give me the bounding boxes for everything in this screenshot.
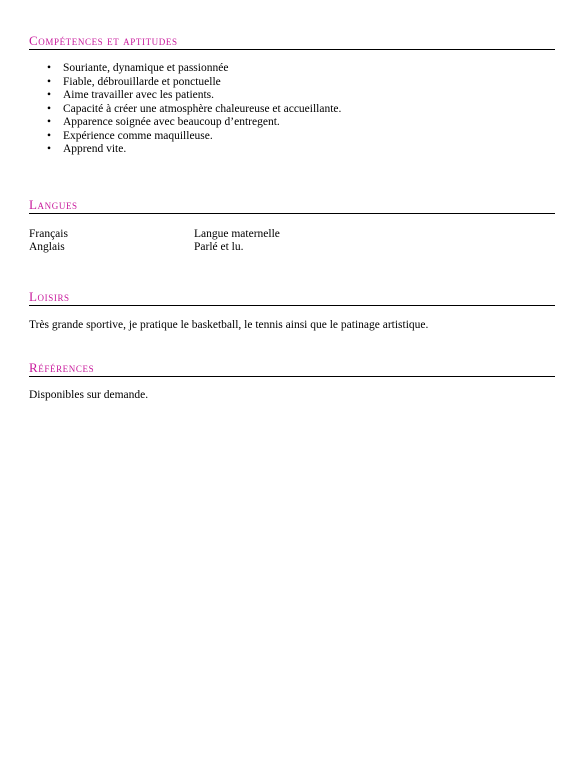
skill-item — [29, 103, 341, 117]
skill-item — [29, 76, 341, 90]
hobbies-heading: Loisirs — [29, 290, 555, 306]
skill-item — [29, 89, 341, 103]
references-text: Disponibles sur demande. — [29, 389, 149, 401]
language-level: Parlé et lu. — [194, 241, 244, 253]
skill-item — [29, 116, 341, 130]
references-heading: Références — [29, 361, 555, 377]
skill-text: Fiable, débrouillarde et ponctuelle — [63, 75, 221, 88]
skill-text: Souriante, dynamique et passionnée — [63, 62, 229, 74]
skills-heading: Compétences et aptitudes — [29, 34, 555, 50]
skill-item — [29, 143, 341, 157]
skill-text: Aime travailler avec les patients. — [63, 89, 215, 101]
bullet-icon: • — [47, 102, 52, 115]
skill-item — [29, 130, 341, 144]
language-name: Anglais — [29, 241, 65, 253]
bullet-icon: • — [47, 75, 52, 88]
hobbies-text: Très grande sportive, je pratique le basketball, le tennis ainsi que le patinage artistique. — [29, 319, 429, 331]
language-level: Langue maternelle — [194, 228, 280, 240]
bullet-icon: • — [47, 143, 52, 155]
skill-text: Capacité à créer une atmosphère chaleureuse et accueillante. — [63, 102, 342, 115]
language-name: Français — [29, 228, 68, 240]
skill-item — [29, 62, 341, 76]
bullet-icon: • — [47, 62, 52, 74]
bullet-icon: • — [47, 89, 52, 101]
skill-text: Apparence soignée avec beaucoup d’entregent. — [63, 116, 280, 128]
skill-text: Apprend vite. — [63, 143, 127, 155]
bullet-icon: • — [47, 129, 52, 142]
bullet-icon: • — [47, 116, 52, 128]
skill-text: Expérience comme maquilleuse. — [63, 129, 213, 142]
skills-list — [29, 62, 341, 157]
languages-heading: Langues — [29, 198, 555, 214]
